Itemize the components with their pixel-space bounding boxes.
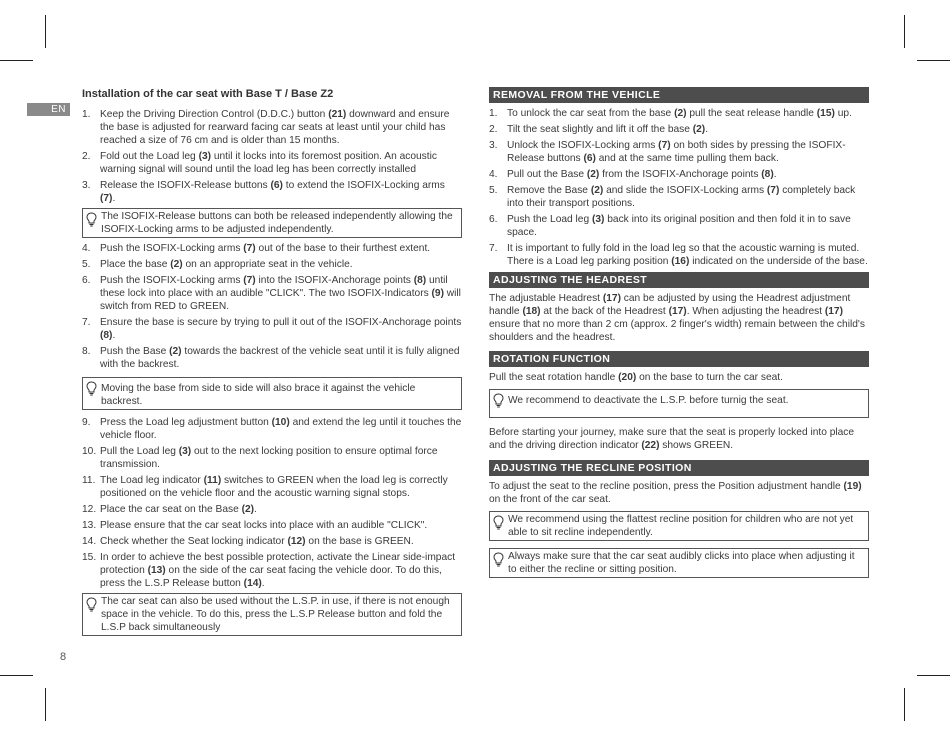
note-text: The car seat can also be used without the L.S.P. in use, if there is not enough space in the vehicle. To do this, press the L.S.P Release button and fold the L.S.P back simultaneously: [101, 596, 450, 633]
text-run: indicated on the underside of the base.: [689, 256, 868, 267]
part-reference: (2): [241, 504, 255, 515]
text-run: .: [261, 578, 265, 589]
headrest-text: [489, 292, 869, 344]
step-item: [82, 416, 462, 442]
lightbulb-icon: [86, 212, 97, 227]
note-recline-flattest: [489, 511, 869, 541]
part-reference: (2): [586, 169, 600, 180]
note-text: Moving the base from side to side will also brace it against the vehicle backrest.: [101, 383, 416, 407]
text-run: can be adjusted by using the Headrest adjustment handle: [489, 293, 851, 317]
step-number: 6.: [82, 275, 91, 286]
part-reference: (16): [671, 256, 690, 267]
text-run: Press the Load leg adjustment button: [100, 417, 272, 428]
part-reference: (17): [824, 306, 843, 317]
step-number: 13.: [82, 520, 97, 531]
text-run: Please ensure that the car seat locks into place with an audible "CLICK".: [100, 520, 428, 531]
note-lsp: [82, 593, 462, 636]
step-number: 15.: [82, 552, 97, 563]
text-run: into the ISOFIX-Anchorage points: [255, 275, 414, 286]
step-number: 4.: [489, 169, 498, 180]
crop-mark: [904, 15, 905, 48]
text-run: Pull the seat rotation handle: [489, 372, 619, 383]
recline-heading: ADJUSTING THE RECLINE POSITION: [489, 460, 869, 476]
lightbulb-icon: [86, 597, 97, 612]
text-run: Pull out the Base: [507, 169, 587, 180]
step-item: [82, 274, 462, 313]
installation-title: Installation of the car seat with Base T / Base Z2: [82, 88, 334, 100]
note-text: We recommend using the flattest recline position for children who are not yet able to sit recline independently.: [508, 514, 854, 538]
lightbulb-icon: [493, 515, 504, 530]
text-run: downward and ensure the base is adjusted for rearward facing car seats at least until your child has reached a size of 76 cm and is older than 15 months.: [100, 109, 450, 146]
step-number: 8.: [82, 346, 91, 357]
recline-text: [489, 480, 869, 506]
text-run: Push the Base: [100, 346, 170, 357]
step-item: [489, 139, 869, 165]
text-run: on both sides by pressing the ISOFIX-Release buttons: [507, 140, 846, 164]
text-run: Unlock the ISOFIX-Locking arms: [507, 140, 659, 151]
step-item: [82, 150, 462, 176]
text-run: .: [773, 169, 777, 180]
text-run: on the side of the car seat facing the vehicle door. To do this, press the L.S.P Release button: [100, 565, 442, 589]
part-reference: (18): [522, 306, 541, 317]
text-run: Place the base: [100, 259, 171, 270]
text-run: Fold out the Load leg: [100, 151, 199, 162]
text-run: Push the Load leg: [507, 214, 592, 225]
text-run: Keep the Driving Direction Control (D.D.C.) button: [100, 109, 329, 120]
text-run: up.: [834, 108, 852, 119]
part-reference: (8): [413, 275, 427, 286]
text-run: out to the next locking position to ensure optimal force transmission.: [100, 446, 438, 470]
text-run: pull the seat release handle: [686, 108, 817, 119]
text-run: .: [112, 330, 116, 341]
part-reference: (17): [668, 306, 687, 317]
part-reference: (8): [761, 169, 774, 180]
text-run: will switch from RED to GREEN.: [100, 288, 461, 312]
part-reference: (2): [674, 108, 687, 119]
part-reference: (2): [170, 259, 183, 270]
text-run: towards the backrest of the vehicle seat until it is fully aligned with the backrest.: [100, 346, 460, 370]
part-reference: (9): [431, 288, 444, 299]
step-number: 5.: [82, 259, 91, 270]
part-reference: (3): [591, 214, 605, 225]
step-item: [489, 213, 869, 239]
part-reference: (17): [602, 293, 621, 304]
step-item: [489, 184, 869, 210]
step-item: [82, 316, 462, 342]
part-reference: (7): [243, 243, 256, 254]
step-number: 4.: [82, 243, 91, 254]
text-run: Remove the Base: [507, 185, 591, 196]
lightbulb-icon: [86, 381, 97, 396]
step-number: 2.: [82, 151, 91, 162]
part-reference: (7): [658, 140, 671, 151]
step-item: [82, 551, 462, 590]
step-number: 7.: [489, 243, 498, 254]
page-number: 8: [60, 651, 67, 663]
step-item: [82, 345, 462, 371]
step-item: [82, 108, 462, 147]
step-item: [489, 123, 869, 136]
part-reference: (6): [583, 153, 596, 164]
text-run: .: [112, 193, 116, 204]
text-run: ensure that no more than 2 cm (approx. 2 finger's width) remain between the child's shoulders and the headrest.: [489, 319, 865, 343]
text-run: .: [254, 504, 257, 515]
text-run: .: [705, 124, 709, 135]
left-column: [82, 88, 462, 640]
part-reference: (2): [692, 124, 706, 135]
note-base-brace: [82, 377, 462, 410]
step-item: [82, 519, 462, 532]
part-reference: (3): [178, 446, 192, 457]
part-reference: (8): [100, 330, 113, 341]
note-recline-click: [489, 548, 869, 578]
text-run: on an appropriate seat in the vehicle.: [182, 259, 353, 270]
part-reference: (3): [198, 151, 212, 162]
note-text: Always make sure that the car seat audibly clicks into place when adjusting it to either the recline or sitting position.: [508, 551, 855, 575]
part-reference: (7): [100, 193, 113, 204]
step-number: 5.: [489, 185, 498, 196]
text-run: and extend the leg until it touches the vehicle floor.: [100, 417, 462, 441]
step-number: 3.: [489, 140, 498, 151]
text-run: Pull the Load leg: [100, 446, 179, 457]
text-run: To adjust the seat to the recline position, press the Position adjustment handle: [489, 481, 844, 492]
note-text: The ISOFIX-Release buttons can both be released independently allowing the ISOFIX-Locking arms to be adjusted independently.: [101, 211, 453, 235]
part-reference: (21): [328, 109, 347, 120]
text-run: out of the base to their furthest extent.: [255, 243, 431, 254]
crop-mark: [917, 60, 950, 61]
text-run: It is important to fully fold in the load leg so that the acoustic warning is muted. There is a Load leg parking position: [507, 243, 860, 267]
language-tab: EN: [27, 103, 70, 116]
text-run: The adjustable Headrest: [489, 293, 603, 304]
text-run: shows GREEN.: [659, 440, 734, 451]
step-number: 1.: [82, 109, 91, 120]
text-run: Release the ISOFIX-Release buttons: [100, 180, 271, 191]
part-reference: (10): [271, 417, 290, 428]
lightbulb-icon: [493, 552, 504, 567]
text-run: to extend the ISOFIX-Locking arms: [282, 180, 445, 191]
step-item: [82, 535, 462, 548]
rotation-heading: ROTATION FUNCTION: [489, 351, 869, 367]
crop-mark: [0, 675, 33, 676]
part-reference: (15): [816, 108, 835, 119]
step-number: 9.: [82, 417, 91, 428]
crop-mark: [904, 688, 905, 721]
text-run: until these lock into place with an audible "CLICK". The two ISOFIX-Indicators: [100, 275, 448, 299]
journey-text: [489, 426, 869, 452]
text-run: on the base is GREEN.: [305, 536, 414, 547]
step-item: [82, 503, 462, 516]
install-steps-b: [82, 242, 462, 371]
text-run: and at the same time pulling them back.: [595, 153, 779, 164]
step-number: 10.: [82, 446, 97, 457]
text-run: on the base to turn the car seat.: [636, 372, 783, 383]
part-reference: (22): [641, 440, 660, 451]
step-number: 3.: [82, 180, 91, 191]
note-isofix-release: [82, 208, 462, 238]
text-run: In order to achieve the best possible protection, activate the Linear side-impact protection: [100, 552, 456, 576]
text-run: . When adjusting the headrest: [686, 306, 825, 317]
text-run: switches to GREEN when the load leg is correctly positioned on the vehicle floor and the acoustic warning signal stops.: [100, 475, 448, 499]
text-run: The Load leg indicator: [100, 475, 204, 486]
part-reference: (14): [243, 578, 262, 589]
step-item: [82, 179, 462, 205]
text-run: from the ISOFIX-Anchorage points: [599, 169, 762, 180]
part-reference: (11): [203, 475, 222, 486]
rotation-text: [489, 371, 869, 384]
part-reference: (13): [147, 565, 166, 576]
text-run: on the front of the car seat.: [489, 494, 611, 505]
step-number: 14.: [82, 536, 97, 547]
step-number: 11.: [82, 475, 96, 486]
step-number: 12.: [82, 504, 97, 515]
part-reference: (7): [243, 275, 256, 286]
text-run: Check whether the Seat locking indicator: [100, 536, 288, 547]
text-run: and slide the ISOFIX-Locking arms: [603, 185, 767, 196]
crop-mark: [917, 675, 950, 676]
text-run: Place the car seat on the Base: [100, 504, 242, 515]
part-reference: (2): [169, 346, 182, 357]
part-reference: (12): [287, 536, 306, 547]
note-text: We recommend to deactivate the L.S.P. before turnig the seat.: [508, 395, 789, 406]
part-reference: (6): [270, 180, 283, 191]
step-item: [489, 242, 869, 268]
step-item: [82, 445, 462, 471]
right-column: [489, 87, 869, 582]
removal-steps: [489, 107, 869, 268]
step-number: 6.: [489, 214, 498, 225]
step-item: [489, 168, 869, 181]
lightbulb-icon: [493, 393, 504, 408]
step-item: [82, 258, 462, 271]
step-number: 1.: [489, 108, 498, 119]
removal-heading: REMOVAL FROM THE VEHICLE: [489, 87, 869, 103]
part-reference: (2): [590, 185, 604, 196]
text-run: at the back of the Headrest: [540, 306, 669, 317]
step-item: [489, 107, 869, 120]
text-run: Push the ISOFIX-Locking arms: [100, 275, 244, 286]
step-number: 2.: [489, 124, 498, 135]
text-run: Push the ISOFIX-Locking arms: [100, 243, 244, 254]
install-steps-a: [82, 108, 462, 205]
part-reference: (19): [843, 481, 862, 492]
step-number: 7.: [82, 317, 91, 328]
install-steps-c: [82, 416, 462, 590]
crop-mark: [45, 688, 46, 721]
part-reference: (20): [618, 372, 637, 383]
note-rotation: [489, 389, 869, 418]
text-run: Tilt the seat slightly and lift it off the base: [507, 124, 693, 135]
text-run: back into its original position and then fold it in to save space.: [507, 214, 851, 238]
step-item: [82, 474, 462, 500]
text-run: Before starting your journey, make sure that the seat is properly locked into place and the driving direction indicator: [489, 427, 855, 451]
headrest-heading: ADJUSTING THE HEADREST: [489, 272, 869, 288]
text-run: until it locks into its foremost position. An acoustic warning signal will sound until the load leg has been correctly installed: [100, 151, 437, 175]
text-run: Ensure the base is secure by trying to pull it out of the ISOFIX-Anchorage points: [100, 317, 462, 328]
text-run: To unlock the car seat from the base: [507, 108, 675, 119]
step-item: [82, 242, 462, 255]
part-reference: (7): [766, 185, 780, 196]
text-run: completely back into their transport positions.: [507, 185, 856, 209]
crop-mark: [45, 15, 46, 48]
crop-mark: [0, 60, 33, 61]
